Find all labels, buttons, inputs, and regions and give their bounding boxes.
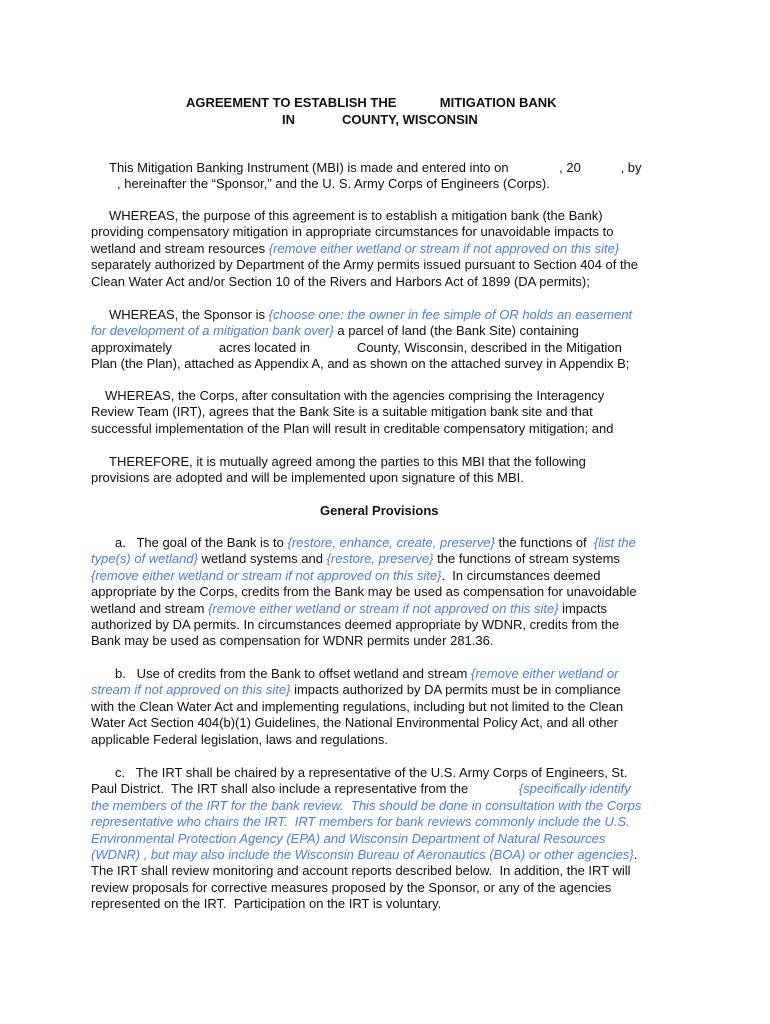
- placeholder-instruction: {remove either wetland or: [471, 666, 619, 681]
- intro-paragraph: This Mitigation Banking Instrument (MBI) is made and entered into on , 20 , by , hereinafter the “Sponsor,” and the U. S. Army Corps of Engineers (Corps).: [109, 160, 642, 192]
- provision-c-paragraph: c. The IRT shall be chaired by a representative of the U.S. Army Corps of Engineers, St. Paul District. The IRT shall also include a representative from the {specifically identify the members of the IRT for the bank review. This should be done in consultation with the Corps representative who chairs the IRT. IRT members for bank reviews commonly include the U.S. Environmental Protection Agency (EPA) and Wisconsin Department of Natural Resources (WDNR) , but may also include the Wisconsin Bureau of Aeronautics (BOA) or other agencies}. The IRT shall review monitoring and account reports described below. In addition, the IRT will review proposals for corrective measures proposed by the Sponsor, or any of the agencies represented on the IRT. Participation on the IRT is voluntary.: [91, 765, 681, 913]
- whereas-purpose-paragraph: WHEREAS, the purpose of this agreement is to establish a mitigation bank (the Bank) providing compensatory mitigation in appropriate circumstances for unavoidable impacts to wetland and stream resources {remove either wetland or stream if not approved on this site} separately authorized by Department of the Army permits issued pursuant to Section 404 of the Clean Water Act and/or Section 10 of the Rivers and Harbors Act of 1899 (DA permits);: [91, 208, 639, 289]
- provision-a-paragraph: a. The goal of the Bank is to {restore, enhance, create, preserve} the functions of {list the type(s) of wetland} wetland systems and {restore, preserve} the functions of stream systems {remove either wetland or stream if not approved on this site}. In circumstances deemed appropriate by the Corps, credits from the Bank may be used as compensation for unavoidable wetland and stream {remove either wetland or stream if not approved on this site} impacts authorized by DA permits. In circumstances deemed appropriate by WDNR, credits from the Bank may be used as compensation for WDNR permits under 281.36.: [91, 535, 637, 649]
- section-heading-general-provisions: General Provisions: [320, 503, 439, 518]
- placeholder-instruction: {list the: [593, 535, 636, 550]
- placeholder-instruction: {remove either wetland or stream if not approved on this site}: [268, 240, 620, 256]
- document-title-line-2: IN COUNTY, WISCONSIN: [282, 112, 478, 127]
- placeholder-instruction: {remove either wetland or stream if not approved on this site}: [208, 600, 559, 616]
- placeholder-instruction: {choose one: the owner in fee simple of OR holds an easement: [268, 307, 633, 322]
- placeholder-instruction: {restore, enhance, create, preserve}: [287, 535, 495, 550]
- placeholder-instruction: the members of the IRT for the bank review. This should be done in consultation with the Corps: [91, 797, 642, 813]
- placeholder-instruction: Environmental Protection Agency (EPA) and Wisconsin Department of Natural Resources: [91, 830, 606, 846]
- placeholder-instruction: {restore, preserve}: [326, 551, 434, 567]
- placeholder-instruction: type(s) of wetland}: [91, 551, 198, 567]
- placeholder-instruction: {specifically identify: [518, 781, 631, 797]
- placeholder-instruction: representative who chairs the IRT. IRT members for bank reviews commonly include the U.S.: [91, 814, 630, 830]
- placeholder-instruction: for development of a mitigation bank over}: [91, 323, 334, 339]
- provision-b-paragraph: b. Use of credits from the Bank to offset wetland and stream {remove either wetland or stream if not approved on this site} impacts authorized by DA permits must be in compliance with the Clean Water Act and implementing regulations, including but not limited to the Clean Water Act Section 404(b)(1) Guidelines, the National Environmental Policy Act, and all other applicable Federal legislation, laws and regulations.: [91, 666, 624, 747]
- whereas-sponsor-paragraph: WHEREAS, the Sponsor is {choose one: the owner in fee simple of OR holds an easement for development of a mitigation bank over} a parcel of land (the Bank Site) containing approximately acres located in County, Wisconsin, described in the Mitigation Plan (the Plan), attached as Appendix A, and as shown on the attached survey in Appendix B;: [91, 307, 633, 372]
- therefore-paragraph: THEREFORE, it is mutually agreed among the parties to this MBI that the following provisions are adopted and will be implemented upon signature of this MBI.: [91, 454, 586, 486]
- document-title-line-1: AGREEMENT TO ESTABLISH THE MITIGATION BANK: [186, 95, 557, 110]
- whereas-corps-paragraph: WHEREAS, the Corps, after consultation with the agencies comprising the Interagency Review Team (IRT), agrees that the Bank Site is a suitable mitigation bank site and that successful implementation of the Plan will result in creditable compensatory mitigation; and: [91, 388, 614, 436]
- placeholder-instruction: {remove either wetland or stream if not approved on this site}: [91, 567, 442, 583]
- placeholder-instruction: stream if not approved on this site}: [91, 682, 291, 698]
- placeholder-instruction: (WDNR) , but may also include the Wisconsin Bureau of Aeronautics (BOA) or other agencies}: [91, 847, 634, 863]
